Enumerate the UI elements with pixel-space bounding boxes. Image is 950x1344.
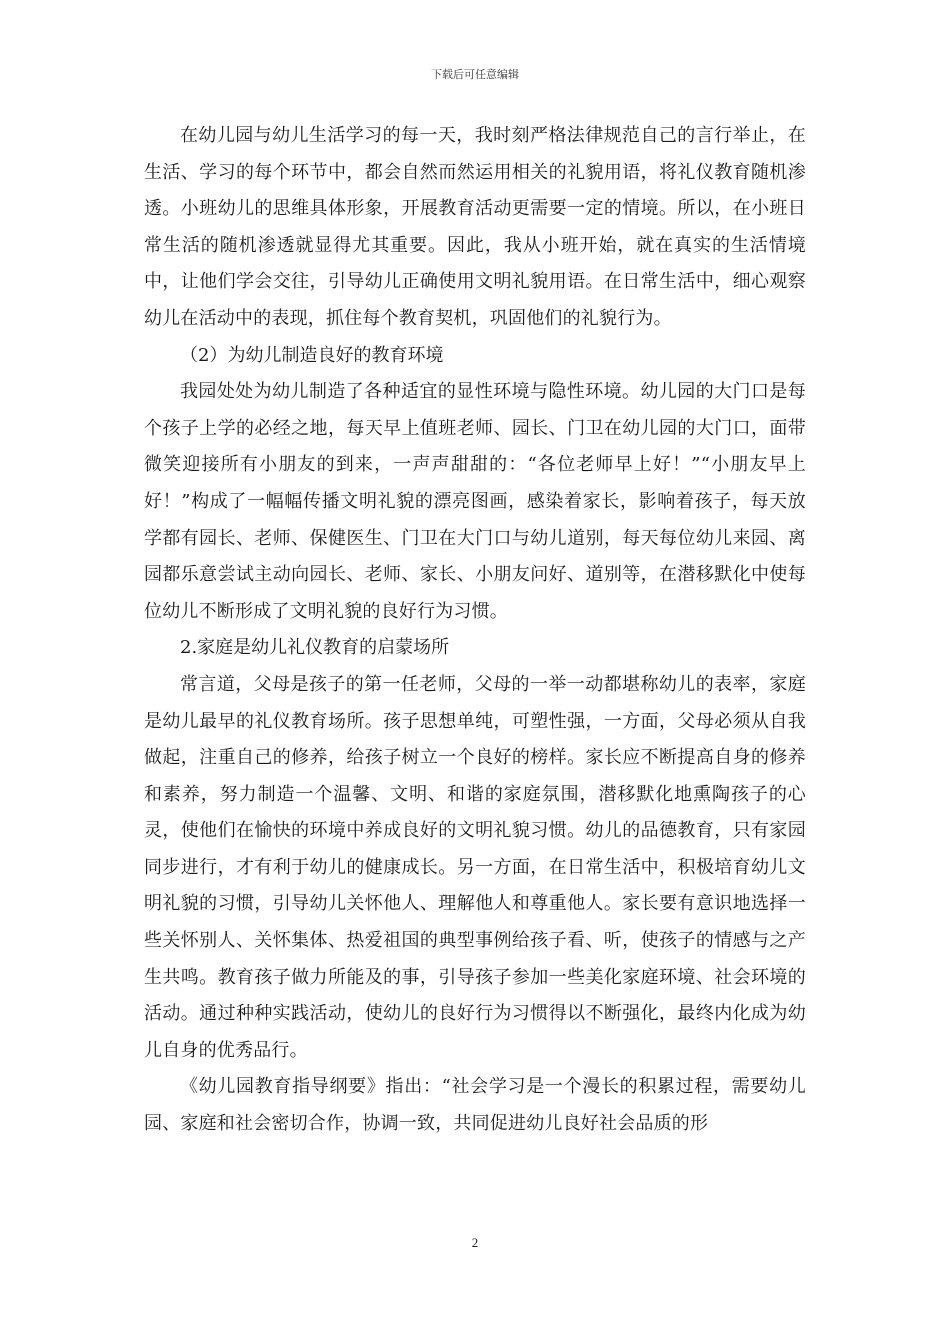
document-body: [144, 118, 806, 1143]
subheading-environment: （2）为幼儿制造良好的教育环境: [180, 344, 444, 366]
paragraph-guideline-quote: 《幼儿园教育指导纲要》指出：“社会学习是一个漫长的积累过程，需要幼儿园、家庭和社会密切合作，协调一致，共同促进幼儿良好社会品质的形: [144, 1076, 806, 1135]
paragraph-school-environment: 我园处处为幼儿制造了各种适宜的显性环境与隐性环境。幼儿园的大门口是每个孩子上学的必经之地，每天早上值班老师、园长、门卫在幼儿园的大门口，面带微笑迎接所有小朋友的到来，一声声甜甜的：“各位老师早上好！”“小朋友早上好！”构成了一幅幅传播文明礼貌的漂亮图画，感染着家长，影响着孩子，每天放学都有园长、老师、保健医生、门卫在大门口与幼儿道别，每天每位幼儿来园、离园都乐意尝试主动向园长、老师、家长、小朋友问好、道别等，在潜移默化中使每位幼儿不断形成了文明礼貌的良好行为习惯。: [144, 381, 806, 622]
paragraph-family-education: 常言道，父母是孩子的第一任老师，父母的一举一动都堪称幼儿的表率，家庭是幼儿最早的礼仪教育场所。孩子思想单纯，可塑性强，一方面，父母必须从自我做起，注重自己的修养，给孩子树立一个良好的榜样。家长应不断提高自身的修养和素养，努力制造一个温馨、文明、和谐的家庭氛围，潜移默化地熏陶孩子的心灵，使他们在愉快的环境中养成良好的文明礼貌习惯。幼儿的品德教育，只有家园同步进行，才有利于幼儿的健康成长。另一方面，在日常生活中，积极培育幼儿文明礼貌的习惯，引导幼儿关怀他人、理解他人和尊重他人。家长要有意识地选择一些关怀别人、关怀集体、热爱祖国的典型事例给孩子看、听，使孩子的情感与之产生共鸣。教育孩子做力所能及的事，引导孩子参加一些美化家庭环境、社会环境的活动。通过种种实践活动，使幼儿的良好行为习惯得以不断强化，最终内化成为幼儿自身的优秀品行。: [144, 673, 806, 1061]
subheading-family: 2.家庭是幼儿礼仪教育的启蒙场所: [180, 637, 450, 659]
paragraph-classroom-etiquette: 在幼儿园与幼儿生活学习的每一天，我时刻严格法律规范自己的言行举止，在生活、学习的每个环节中，都会自然而然运用相关的礼貌用语，将礼仪教育随机渗透。小班幼儿的思维具体形象，开展教育活动更需要一定的情境。所以，在小班日常生活的随机渗透就显得尤其重要。因此，我从小班开始，就在真实的生活情境中，让他们学会交往，引导幼儿正确使用文明礼貌用语。在日常生活中，细心观察幼儿在活动中的表现，抓住每个教育契机，巩固他们的礼貌行为。: [144, 125, 806, 329]
page-number: 2: [471, 1235, 479, 1250]
header-note: 下载后可任意编辑: [431, 68, 519, 81]
